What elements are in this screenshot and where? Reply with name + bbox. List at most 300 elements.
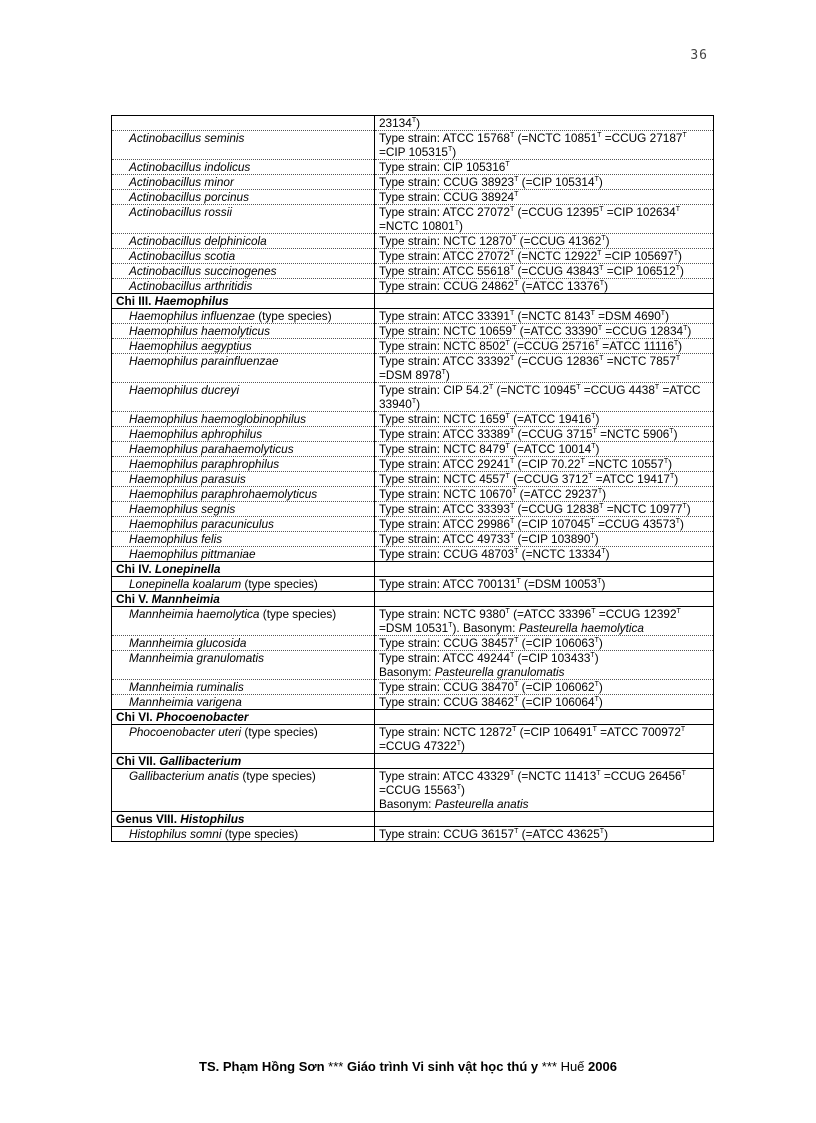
text-segment: ) <box>598 175 603 189</box>
text-segment: Type strain: CCUG 48703 <box>379 547 515 561</box>
text-segment: =ATCC 700972 <box>596 725 681 739</box>
species-name-cell <box>112 695 375 710</box>
species-row <box>112 205 714 234</box>
text-segment: (type species) <box>241 577 318 591</box>
type-strain-cell <box>375 116 714 131</box>
type-superscript: T <box>514 176 519 184</box>
species-row <box>112 680 714 695</box>
text-segment: =NCTC 7857 <box>603 354 676 368</box>
text-segment: ) <box>461 783 465 797</box>
species-row <box>112 636 714 651</box>
species-name-cell <box>112 769 375 812</box>
text-segment: =NCTC 5906 <box>596 427 670 441</box>
text-segment: (=CCUG 12395 <box>514 205 600 219</box>
type-superscript: T <box>512 726 517 734</box>
text-segment: Type strain: ATCC 33391 <box>379 309 510 323</box>
text-segment: Type strain: CCUG 38457 <box>379 636 515 650</box>
species-name-cell <box>112 279 375 294</box>
species-name-cell <box>112 547 375 562</box>
text-segment: =CIP 106512 <box>603 264 676 278</box>
italic-text: Actinobacillus indolicus <box>129 160 251 174</box>
text-segment: =CCUG 12834 <box>602 324 684 338</box>
type-strain-cell <box>375 190 714 205</box>
italic-text: Actinobacillus seminis <box>129 131 245 145</box>
text-segment: Type strain: ATCC 33392 <box>379 354 510 368</box>
italic-text: Pasteurella haemolytica <box>518 621 644 635</box>
species-row <box>112 502 714 517</box>
type-strain-cell <box>375 769 714 812</box>
genus-cell <box>112 754 375 769</box>
species-name-cell <box>112 442 375 457</box>
type-superscript: T <box>675 206 680 214</box>
text-segment: ) <box>604 827 608 841</box>
type-superscript: T <box>597 578 602 586</box>
text-segment: (type species) <box>221 827 299 841</box>
type-strain-cell <box>375 442 714 457</box>
text-segment: =NCTC 10557 <box>584 457 664 471</box>
genus-row <box>112 562 714 577</box>
type-superscript: T <box>509 503 515 511</box>
type-superscript: T <box>488 384 494 392</box>
text-segment: Type strain: ATCC 27072 <box>379 249 510 263</box>
text-segment: Type strain: CCUG 24862 <box>379 279 515 293</box>
species-row <box>112 264 714 279</box>
species-row <box>112 309 714 324</box>
type-superscript: T <box>597 250 602 258</box>
species-name-cell <box>112 427 375 442</box>
species-row <box>112 354 714 383</box>
genus-cell <box>112 710 375 725</box>
genus-name: Phocoenobacter <box>155 710 249 724</box>
text-segment: Type strain: CCUG 36157 <box>379 827 515 841</box>
type-superscript: T <box>514 828 519 836</box>
type-superscript: T <box>505 473 510 481</box>
type-superscript: T <box>516 578 521 586</box>
text-segment: =CCUG 26456 <box>600 769 682 783</box>
text-segment: =CIP 105315 <box>379 145 448 159</box>
type-strain-cell <box>375 577 714 592</box>
italic-text: Mannheimia varigena <box>129 695 242 709</box>
type-superscript: T <box>599 280 605 288</box>
text-segment: (=NCTC 10945 <box>493 383 577 397</box>
type-superscript: T <box>454 220 460 228</box>
type-superscript: T <box>592 726 597 734</box>
type-superscript: T <box>505 161 510 169</box>
italic-text: Haemophilus aegyptius <box>129 339 252 353</box>
type-superscript: T <box>411 117 417 125</box>
text-segment: (=CCUG 25716 <box>509 339 595 353</box>
text-segment: ) <box>452 145 457 159</box>
text-segment: ) <box>605 234 610 248</box>
type-strain-cell <box>375 383 714 412</box>
text-segment: ). Basonym: <box>452 621 519 635</box>
genus-cell <box>112 592 375 607</box>
type-superscript: T <box>512 488 517 496</box>
species-name-cell <box>112 309 375 324</box>
text-segment: =CIP 102634 <box>603 205 676 219</box>
italic-text: Haemophilus haemolyticus <box>129 324 270 338</box>
text-segment: (=ATCC 33396 <box>509 607 592 621</box>
text-segment: ) <box>604 279 608 293</box>
type-superscript: T <box>456 784 461 792</box>
type-superscript: T <box>509 355 515 363</box>
type-superscript: T <box>505 443 510 451</box>
text-segment: ) <box>665 309 670 323</box>
text-segment: =ATCC 33940 <box>379 383 701 411</box>
italic-text: Actinobacillus succinogenes <box>129 264 277 278</box>
type-superscript: T <box>588 473 593 481</box>
type-superscript: T <box>599 355 604 363</box>
genus-label: Chi V. <box>116 592 152 606</box>
type-strain-cell <box>375 636 714 651</box>
italic-text: Haemophilus segnis <box>129 502 236 516</box>
text-segment: Type strain: ATCC 700131 <box>379 577 517 591</box>
text-segment: ) <box>678 249 682 263</box>
type-strain-cell <box>375 607 714 636</box>
type-strain-cell <box>375 487 714 502</box>
text-segment: =CCUG 27187 <box>601 131 683 145</box>
text-segment: (=CCUG 43843 <box>514 264 600 278</box>
type-superscript: T <box>514 191 519 199</box>
species-name-cell <box>112 651 375 680</box>
page-number: 36 <box>690 48 708 63</box>
table-body <box>112 116 714 842</box>
genus-name: Gallibacterium <box>159 754 242 768</box>
type-strain-cell <box>375 457 714 472</box>
type-strain-cell <box>375 592 714 607</box>
text-segment: Type strain: NCTC 10659 <box>379 324 513 338</box>
type-superscript: T <box>509 533 515 541</box>
type-strain-cell <box>375 725 714 754</box>
text-segment: =CCUG 4438 <box>580 383 655 397</box>
species-name-cell <box>112 725 375 754</box>
type-superscript: T <box>590 533 595 541</box>
text-segment: 23134 <box>379 116 412 130</box>
genus-cell <box>112 562 375 577</box>
type-strain-cell <box>375 680 714 695</box>
text-segment: (=NCTC 10851 <box>514 131 598 145</box>
species-row <box>112 427 714 442</box>
species-row <box>112 279 714 294</box>
text-segment: (=ATCC 19416 <box>509 412 592 426</box>
type-superscript: T <box>509 518 515 526</box>
type-superscript: T <box>596 770 601 778</box>
text-segment: Type strain: CIP 105316 <box>379 160 506 174</box>
type-strain-cell <box>375 651 714 680</box>
species-row <box>112 651 714 680</box>
genus-row <box>112 812 714 827</box>
text-segment: Type strain: NCTC 1659 <box>379 412 506 426</box>
species-name-cell <box>112 264 375 279</box>
species-row <box>112 131 714 160</box>
type-strain-cell <box>375 339 714 354</box>
text-segment: (type species) <box>241 725 318 739</box>
species-name-cell <box>112 577 375 592</box>
text-segment: (=CIP 70.22 <box>514 457 581 471</box>
text-segment: ) <box>687 324 692 338</box>
type-strain-cell <box>375 234 714 249</box>
italic-text: Actinobacillus scotia <box>129 249 236 263</box>
type-superscript: T <box>576 384 581 392</box>
type-strain-cell <box>375 175 714 190</box>
text-segment: ) <box>673 427 678 441</box>
type-superscript: T <box>597 488 603 496</box>
type-superscript: T <box>682 132 687 140</box>
genus-name: Mannheimia <box>151 592 220 606</box>
type-superscript: T <box>448 622 453 630</box>
italic-text: Haemophilus parainfluenzae <box>129 354 279 368</box>
italic-text: Phocoenobacter uteri <box>129 725 242 739</box>
text-segment: (=ATCC 43625 <box>518 827 600 841</box>
type-superscript: T <box>590 652 595 660</box>
text-segment: (=NCTC 11413 <box>514 769 597 783</box>
text-segment: ) <box>595 442 600 456</box>
species-row <box>112 827 714 842</box>
type-superscript: T <box>675 355 681 363</box>
italic-text: Gallibacterium anatis <box>129 769 240 783</box>
species-row <box>112 324 714 339</box>
italic-text: Haemophilus ducreyi <box>129 383 240 397</box>
text-segment: =CCUG 47322 <box>379 739 457 753</box>
italic-text: Mannheimia glucosida <box>129 636 247 650</box>
type-superscript: T <box>673 250 678 258</box>
type-superscript: T <box>654 384 660 392</box>
species-name-cell <box>112 116 375 131</box>
text-segment: ) <box>686 502 691 516</box>
type-superscript: T <box>590 518 595 526</box>
text-segment: (=NCTC 8143 <box>514 309 591 323</box>
text-segment: ) <box>679 517 684 531</box>
text-segment: Type strain: ATCC 33393 <box>379 502 510 516</box>
text-segment: =CCUG 15563 <box>379 783 457 797</box>
species-row <box>112 547 714 562</box>
type-superscript: T <box>681 770 686 778</box>
type-superscript: T <box>411 398 417 406</box>
genus-name: Histophilus <box>180 812 245 826</box>
species-name-cell <box>112 680 375 695</box>
type-superscript: T <box>514 637 519 645</box>
text-segment: (=ATCC 29237 <box>516 487 598 501</box>
text-segment: =CCUG 43573 <box>594 517 676 531</box>
species-name-cell <box>112 354 375 383</box>
type-superscript: T <box>580 458 585 466</box>
text-segment: ) <box>602 487 607 501</box>
genus-cell <box>112 294 375 309</box>
species-row <box>112 175 714 190</box>
text-segment: (=CIP 106064 <box>518 695 595 709</box>
species-row <box>112 769 714 812</box>
type-superscript: T <box>594 637 599 645</box>
text-segment: Type strain: CCUG 38923 <box>379 175 515 189</box>
species-row <box>112 472 714 487</box>
text-segment: Type strain: CIP 54.2 <box>379 383 489 397</box>
text-segment: Type strain: ATCC 27072 <box>379 205 510 219</box>
type-superscript: T <box>675 518 680 526</box>
text-segment: Type strain: CCUG 38924 <box>379 190 515 204</box>
species-row <box>112 517 714 532</box>
italic-text: Lonepinella koalarum <box>129 577 242 591</box>
text-segment: (type species) <box>254 309 332 323</box>
type-strain-cell <box>375 472 714 487</box>
text-segment: ) <box>594 532 599 546</box>
text-segment: ) <box>674 472 679 486</box>
type-superscript: T <box>601 548 606 556</box>
species-name-cell <box>112 249 375 264</box>
type-superscript: T <box>509 310 515 318</box>
page-footer <box>0 1059 816 1074</box>
type-superscript: T <box>509 265 515 273</box>
italic-text: Pasteurella anatis <box>434 797 529 811</box>
type-strain-cell <box>375 502 714 517</box>
type-strain-cell <box>375 695 714 710</box>
type-superscript: T <box>591 413 596 421</box>
type-superscript: T <box>675 265 680 273</box>
type-strain-cell <box>375 547 714 562</box>
species-row <box>112 532 714 547</box>
italic-text: Haemophilus felis <box>129 532 223 546</box>
footer-year: 2006 <box>584 1059 617 1074</box>
italic-text: Haemophilus haemoglobinophilus <box>129 412 307 426</box>
text-segment: Type strain: ATCC 33389 <box>379 427 510 441</box>
species-name-cell <box>112 517 375 532</box>
species-row <box>112 607 714 636</box>
text-segment: Type strain: ATCC 49733 <box>379 532 510 546</box>
type-strain-cell <box>375 264 714 279</box>
species-name-cell <box>112 487 375 502</box>
species-row <box>112 457 714 472</box>
type-strain-cell <box>375 412 714 427</box>
text-segment: =DSM 8978 <box>379 368 442 382</box>
text-segment: Type strain: NCTC 8502 <box>379 339 506 353</box>
species-row <box>112 695 714 710</box>
type-superscript: T <box>682 503 687 511</box>
italic-text: Mannheimia ruminalis <box>129 680 244 694</box>
genus-row <box>112 294 714 309</box>
type-superscript: T <box>591 608 596 616</box>
type-superscript: T <box>509 428 515 436</box>
text-segment: (=CCUG 12836 <box>514 354 600 368</box>
species-row <box>112 383 714 412</box>
type-superscript: T <box>594 696 599 704</box>
type-superscript: T <box>512 325 517 333</box>
text-segment: (=DSM 10053 <box>520 577 598 591</box>
type-superscript: T <box>594 340 600 348</box>
italic-text: Actinobacillus arthritidis <box>129 279 253 293</box>
text-segment: Type strain: NCTC 12870 <box>379 234 513 248</box>
type-superscript: T <box>599 265 604 273</box>
type-strain-cell <box>375 517 714 532</box>
text-segment: ) <box>598 695 603 709</box>
italic-text: Haemophilus pittmaniae <box>129 547 256 561</box>
type-superscript: T <box>673 340 679 348</box>
type-strain-cell <box>375 131 714 160</box>
text-segment: (=CIP 103890 <box>514 532 591 546</box>
italic-text: Actinobacillus delphinicola <box>129 234 267 248</box>
type-strain-cell <box>375 354 714 383</box>
text-segment: Type strain: CCUG 38470 <box>379 680 515 694</box>
type-superscript: T <box>514 548 519 556</box>
genus-name: Lonepinella <box>154 562 221 576</box>
text-segment: ) <box>601 577 606 591</box>
text-segment: Type strain: ATCC 49244 <box>379 651 510 665</box>
italic-text: Haemophilus paraphrohaemolyticus <box>129 487 318 501</box>
italic-text: Haemophilus aphrophilus <box>129 427 263 441</box>
type-strain-cell <box>375 710 714 725</box>
type-superscript: T <box>591 443 596 451</box>
type-strain-cell <box>375 827 714 842</box>
text-segment: =CIP 105697 <box>601 249 674 263</box>
italic-text: Actinobacillus rossii <box>129 205 232 219</box>
italic-text: Haemophilus paraphrophilus <box>129 457 280 471</box>
text-segment: Basonym: <box>379 797 435 811</box>
text-segment: Type strain: NCTC 8479 <box>379 442 506 456</box>
type-superscript: T <box>505 413 510 421</box>
footer-author: TS. Phạm Hồng Sơn <box>199 1059 325 1074</box>
genus-label: Chi VII. <box>116 754 160 768</box>
species-name-cell <box>112 234 375 249</box>
text-segment: ) <box>679 264 684 278</box>
footer-city: Huế <box>560 1059 585 1074</box>
type-strain-cell <box>375 294 714 309</box>
type-superscript: T <box>601 235 606 243</box>
text-segment: (=CIP 106062 <box>518 680 595 694</box>
text-segment: =NCTC 10977 <box>603 502 683 516</box>
text-segment: (=CIP 107045 <box>514 517 591 531</box>
type-strain-cell <box>375 427 714 442</box>
text-segment: ) <box>416 397 421 411</box>
italic-text: Mannheimia haemolytica <box>129 607 260 621</box>
text-segment: =CCUG 12392 <box>595 607 677 621</box>
italic-text: Histophilus somni <box>129 827 222 841</box>
text-segment: (=CIP 105314 <box>518 175 595 189</box>
genus-label: Genus VIII. <box>116 812 181 826</box>
species-name-cell <box>112 175 375 190</box>
species-name-cell <box>112 827 375 842</box>
text-segment: =DSM 4690 <box>594 309 661 323</box>
species-name-cell <box>112 607 375 636</box>
type-strain-cell <box>375 205 714 234</box>
genus-label: Chi VI. <box>116 710 156 724</box>
text-segment: Type strain: NCTC 4557 <box>379 472 506 486</box>
italic-text: Haemophilus parahaemolyticus <box>129 442 294 456</box>
type-strain-table <box>111 115 714 842</box>
type-superscript: T <box>594 176 599 184</box>
italic-text: Actinobacillus minor <box>129 175 234 189</box>
species-name-cell <box>112 636 375 651</box>
species-name-cell <box>112 502 375 517</box>
genus-row <box>112 592 714 607</box>
genus-row <box>112 710 714 725</box>
species-row <box>112 234 714 249</box>
text-segment: ) <box>595 412 600 426</box>
text-segment: =ATCC 19417 <box>592 472 670 486</box>
text-segment: (=ATCC 10014 <box>509 442 592 456</box>
type-strain-cell <box>375 279 714 294</box>
text-segment: ) <box>594 651 599 665</box>
type-superscript: T <box>509 132 515 140</box>
type-superscript: T <box>509 652 515 660</box>
italic-text: Haemophilus paracuniculus <box>129 517 274 531</box>
text-segment: (=NCTC 12922 <box>514 249 598 263</box>
species-row <box>112 116 714 131</box>
text-segment: (=CCUG 41362 <box>516 234 602 248</box>
italic-text: Haemophilus parasuis <box>129 472 246 486</box>
species-name-cell <box>112 532 375 547</box>
text-segment: Type strain: ATCC 43329 <box>379 769 510 783</box>
genus-label: Chi III. <box>116 294 155 308</box>
footer-separator: *** <box>538 1059 561 1074</box>
text-segment: =NCTC 10801 <box>379 219 455 233</box>
